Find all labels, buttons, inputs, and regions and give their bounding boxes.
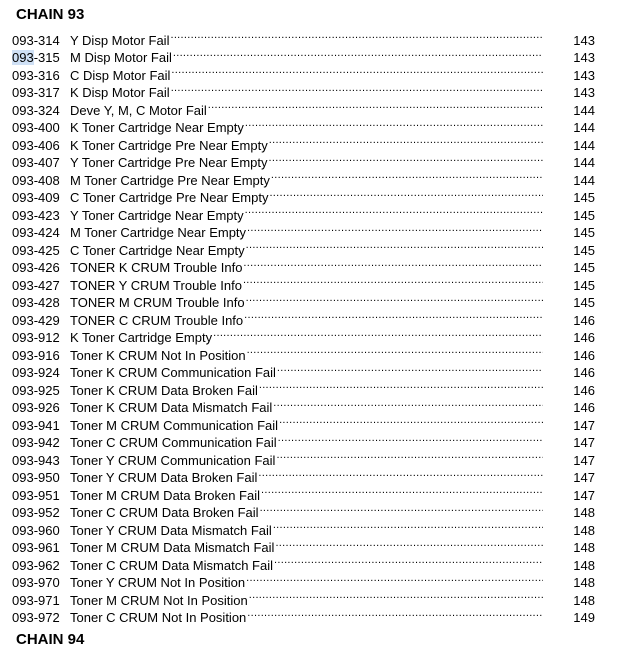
- dot-leader: [261, 482, 543, 500]
- toc-entry-title[interactable]: Toner Y CRUM Data Mismatch Fail: [70, 522, 272, 538]
- toc-entry-title[interactable]: Toner M CRUM Data Broken Fail: [70, 487, 260, 503]
- dot-leader: [246, 290, 543, 308]
- toc-entry-title[interactable]: C Toner Cartridge Pre Near Empty: [70, 190, 269, 205]
- toc-entry-page-number[interactable]: 145: [573, 295, 595, 310]
- toc-entry-code: 093-960: [12, 522, 60, 538]
- toc-entry-page-number[interactable]: 147: [573, 435, 595, 450]
- dot-leader: [249, 587, 543, 605]
- toc-entry-code: 093-424: [12, 225, 60, 240]
- toc-entry-title[interactable]: Toner K CRUM Data Broken Fail: [70, 382, 258, 398]
- text-selection-highlight: 093: [12, 50, 34, 65]
- toc-entry-page-number[interactable]: 145: [573, 277, 595, 293]
- toc-entry-page-number[interactable]: 143: [573, 85, 595, 100]
- toc-entry-code: 093-427: [12, 277, 60, 293]
- toc-entry-title[interactable]: TONER M CRUM Trouble Info: [70, 295, 245, 310]
- toc-entry-page-number[interactable]: 145: [573, 225, 595, 240]
- toc-entry-page-number[interactable]: 147: [573, 470, 595, 485]
- toc-entry-title[interactable]: Toner Y CRUM Not In Position: [70, 575, 246, 590]
- toc-entry-page-number[interactable]: 144: [573, 120, 595, 135]
- toc-entry-code: 093-409: [12, 190, 60, 205]
- toc-entry-page-number[interactable]: 148: [573, 575, 595, 590]
- toc-entry-code: 093-951: [12, 487, 60, 503]
- toc-entry-title[interactable]: TONER Y CRUM Trouble Info: [70, 277, 242, 293]
- toc-entry-title[interactable]: M Disp Motor Fail: [70, 50, 172, 65]
- toc-entry-code: 093-429: [12, 312, 60, 328]
- toc-entry-code: 093-316: [12, 67, 60, 83]
- toc-list-chain-93: [12, 27, 595, 625]
- dot-leader: [271, 167, 543, 185]
- toc-entry-title[interactable]: M Toner Cartridge Pre Near Empty: [70, 172, 270, 188]
- toc-entry-title[interactable]: Toner C CRUM Data Broken Fail: [70, 505, 259, 520]
- toc-entry-code: 093-972: [12, 610, 60, 625]
- dot-leader: [269, 185, 543, 203]
- chain-93-heading: CHAIN 93: [16, 6, 85, 23]
- toc-entry-page-number[interactable]: 143: [573, 67, 595, 83]
- toc-entry-code: 093-428: [12, 295, 60, 310]
- toc-entry-page-number[interactable]: 146: [573, 312, 595, 328]
- toc-entry-title[interactable]: Deve Y, M, C Motor Fail: [70, 102, 207, 118]
- toc-entry-title[interactable]: Toner M CRUM Data Mismatch Fail: [70, 540, 275, 555]
- toc-entry-page-number[interactable]: 147: [573, 487, 595, 503]
- toc-entry-code: 093-315: [12, 50, 60, 65]
- toc-entry-page-number[interactable]: 144: [573, 102, 595, 118]
- toc-entry-code: 093-425: [12, 242, 60, 258]
- toc-entry-page-number[interactable]: 147: [573, 417, 595, 433]
- toc-entry-code: 093-406: [12, 137, 60, 153]
- dot-leader: [273, 517, 543, 535]
- toc-entry-title[interactable]: Toner C CRUM Data Mismatch Fail: [70, 557, 273, 573]
- dot-leader: [208, 97, 543, 115]
- toc-entry-page-number[interactable]: 143: [573, 50, 595, 65]
- dot-leader: [247, 342, 543, 360]
- toc-entry-code: 093-942: [12, 435, 60, 450]
- toc-entry-page-number[interactable]: 146: [573, 347, 595, 363]
- toc-entry-page-number[interactable]: 145: [573, 242, 595, 258]
- toc-entry-page-number[interactable]: 146: [573, 330, 595, 345]
- chain-94-heading: CHAIN 94: [16, 631, 85, 648]
- toc-entry-page-number[interactable]: 148: [573, 540, 595, 555]
- toc-entry-page-number[interactable]: 144: [573, 137, 595, 153]
- toc-entry-page-number[interactable]: 149: [573, 610, 595, 625]
- toc-entry-title[interactable]: Toner C CRUM Not In Position: [70, 610, 247, 625]
- toc-entry-title[interactable]: K Toner Cartridge Pre Near Empty: [70, 137, 268, 153]
- dot-leader: [213, 325, 543, 343]
- toc-entry-title[interactable]: Toner K CRUM Data Mismatch Fail: [70, 400, 273, 415]
- dot-leader: [244, 307, 543, 325]
- toc-entry-page-number[interactable]: 148: [573, 505, 595, 520]
- dot-leader: [246, 237, 543, 255]
- toc-entry-title[interactable]: Toner M CRUM Communication Fail: [70, 417, 279, 433]
- toc-entry-code: 093-426: [12, 260, 60, 275]
- dot-leader: [259, 377, 543, 395]
- toc-entry-title[interactable]: TONER K CRUM Trouble Info: [70, 260, 243, 275]
- toc-entry-page-number[interactable]: 148: [573, 592, 595, 608]
- toc-entry-code: 093-926: [12, 400, 60, 415]
- dot-leader: [276, 447, 543, 465]
- dot-leader: [245, 202, 543, 220]
- dot-leader: [269, 132, 543, 150]
- dot-leader: [173, 45, 543, 63]
- dot-leader: [171, 62, 543, 80]
- toc-entry-code: 093-971: [12, 592, 60, 608]
- dot-leader: [243, 255, 543, 273]
- toc-entry-code: 093-912: [12, 330, 60, 345]
- toc-entry-title[interactable]: Toner C CRUM Communication Fail: [70, 435, 277, 450]
- dot-leader: [247, 220, 543, 238]
- toc-entry-code: 093-941: [12, 417, 60, 433]
- toc-entry-page-number[interactable]: 148: [573, 557, 595, 573]
- dot-leader: [273, 395, 543, 413]
- toc-entry-page-number[interactable]: 146: [573, 400, 595, 415]
- toc-entry-title[interactable]: Toner Y CRUM Communication Fail: [70, 452, 276, 468]
- toc-entry-title[interactable]: Y Toner Cartridge Near Empty: [70, 207, 244, 223]
- toc-entry[interactable]: [12, 27, 595, 48]
- toc-entry-page-number[interactable]: 145: [573, 260, 595, 275]
- toc-entry-code: 093-962: [12, 557, 60, 573]
- toc-entry-code: 093-324: [12, 102, 60, 118]
- toc-entry-code: 093-407: [12, 155, 60, 170]
- toc-entry-page-number[interactable]: 145: [573, 190, 595, 205]
- dot-leader: [274, 552, 543, 570]
- toc-entry-code: 093-925: [12, 382, 60, 398]
- toc-entry-title[interactable]: K Toner Cartridge Empty: [70, 330, 213, 345]
- toc-entry-code: 093-950: [12, 470, 60, 485]
- dot-leader: [275, 535, 543, 553]
- dot-leader: [279, 412, 543, 430]
- toc-entry-title[interactable]: C Toner Cartridge Near Empty: [70, 242, 245, 258]
- dot-leader: [260, 500, 543, 518]
- toc-entry-title[interactable]: Y Toner Cartridge Pre Near Empty: [70, 155, 268, 170]
- toc-entry-title[interactable]: Toner K CRUM Communication Fail: [70, 365, 276, 380]
- toc-entry-code: 093-916: [12, 347, 60, 363]
- toc-entry-code: 093-952: [12, 505, 60, 520]
- toc-entry-code: 093-314: [12, 32, 60, 48]
- toc-entry-page-number[interactable]: 146: [573, 365, 595, 380]
- toc-entry-title[interactable]: Toner M CRUM Not In Position: [70, 592, 248, 608]
- toc-entry-title[interactable]: M Toner Cartridge Near Empty: [70, 225, 247, 240]
- toc-entry-title[interactable]: C Disp Motor Fail: [70, 67, 171, 83]
- dot-leader: [245, 115, 543, 133]
- dot-leader: [247, 605, 543, 623]
- toc-entry-code: 093-400: [12, 120, 60, 135]
- toc-entry-code: 093-423: [12, 207, 60, 223]
- dot-leader: [243, 272, 543, 290]
- toc-entry-page-number[interactable]: 146: [573, 382, 595, 398]
- toc-entry-title[interactable]: K Toner Cartridge Near Empty: [70, 120, 244, 135]
- dot-leader: [170, 27, 543, 45]
- toc-entry-page-number[interactable]: 144: [573, 155, 595, 170]
- toc-entry-page-number[interactable]: 145: [573, 207, 595, 223]
- toc-entry-title[interactable]: TONER C CRUM Trouble Info: [70, 312, 244, 328]
- toc-entry-page-number[interactable]: 143: [573, 32, 595, 48]
- dot-leader: [246, 570, 543, 588]
- toc-entry-code: 093-924: [12, 365, 60, 380]
- toc-entry-title[interactable]: Toner Y CRUM Data Broken Fail: [70, 470, 258, 485]
- dot-leader: [278, 430, 543, 448]
- toc-entry-page-number[interactable]: 148: [573, 522, 595, 538]
- dot-leader: [269, 150, 544, 168]
- toc-entry-code: 093-943: [12, 452, 60, 468]
- toc-entry-title[interactable]: Y Disp Motor Fail: [70, 32, 170, 48]
- toc-entry-code: 093-408: [12, 172, 60, 188]
- dot-leader: [171, 80, 543, 98]
- toc-entry-page-number[interactable]: 147: [573, 452, 595, 468]
- dot-leader: [277, 360, 543, 378]
- toc-entry-title[interactable]: Toner K CRUM Not In Position: [70, 347, 246, 363]
- toc-entry-title[interactable]: K Disp Motor Fail: [70, 85, 170, 100]
- toc-entry-page-number[interactable]: 144: [573, 172, 595, 188]
- toc-entry-code: 093-961: [12, 540, 60, 555]
- toc-entry-code: 093-970: [12, 575, 60, 590]
- dot-leader: [258, 465, 543, 483]
- toc-entry-code: 093-317: [12, 85, 60, 100]
